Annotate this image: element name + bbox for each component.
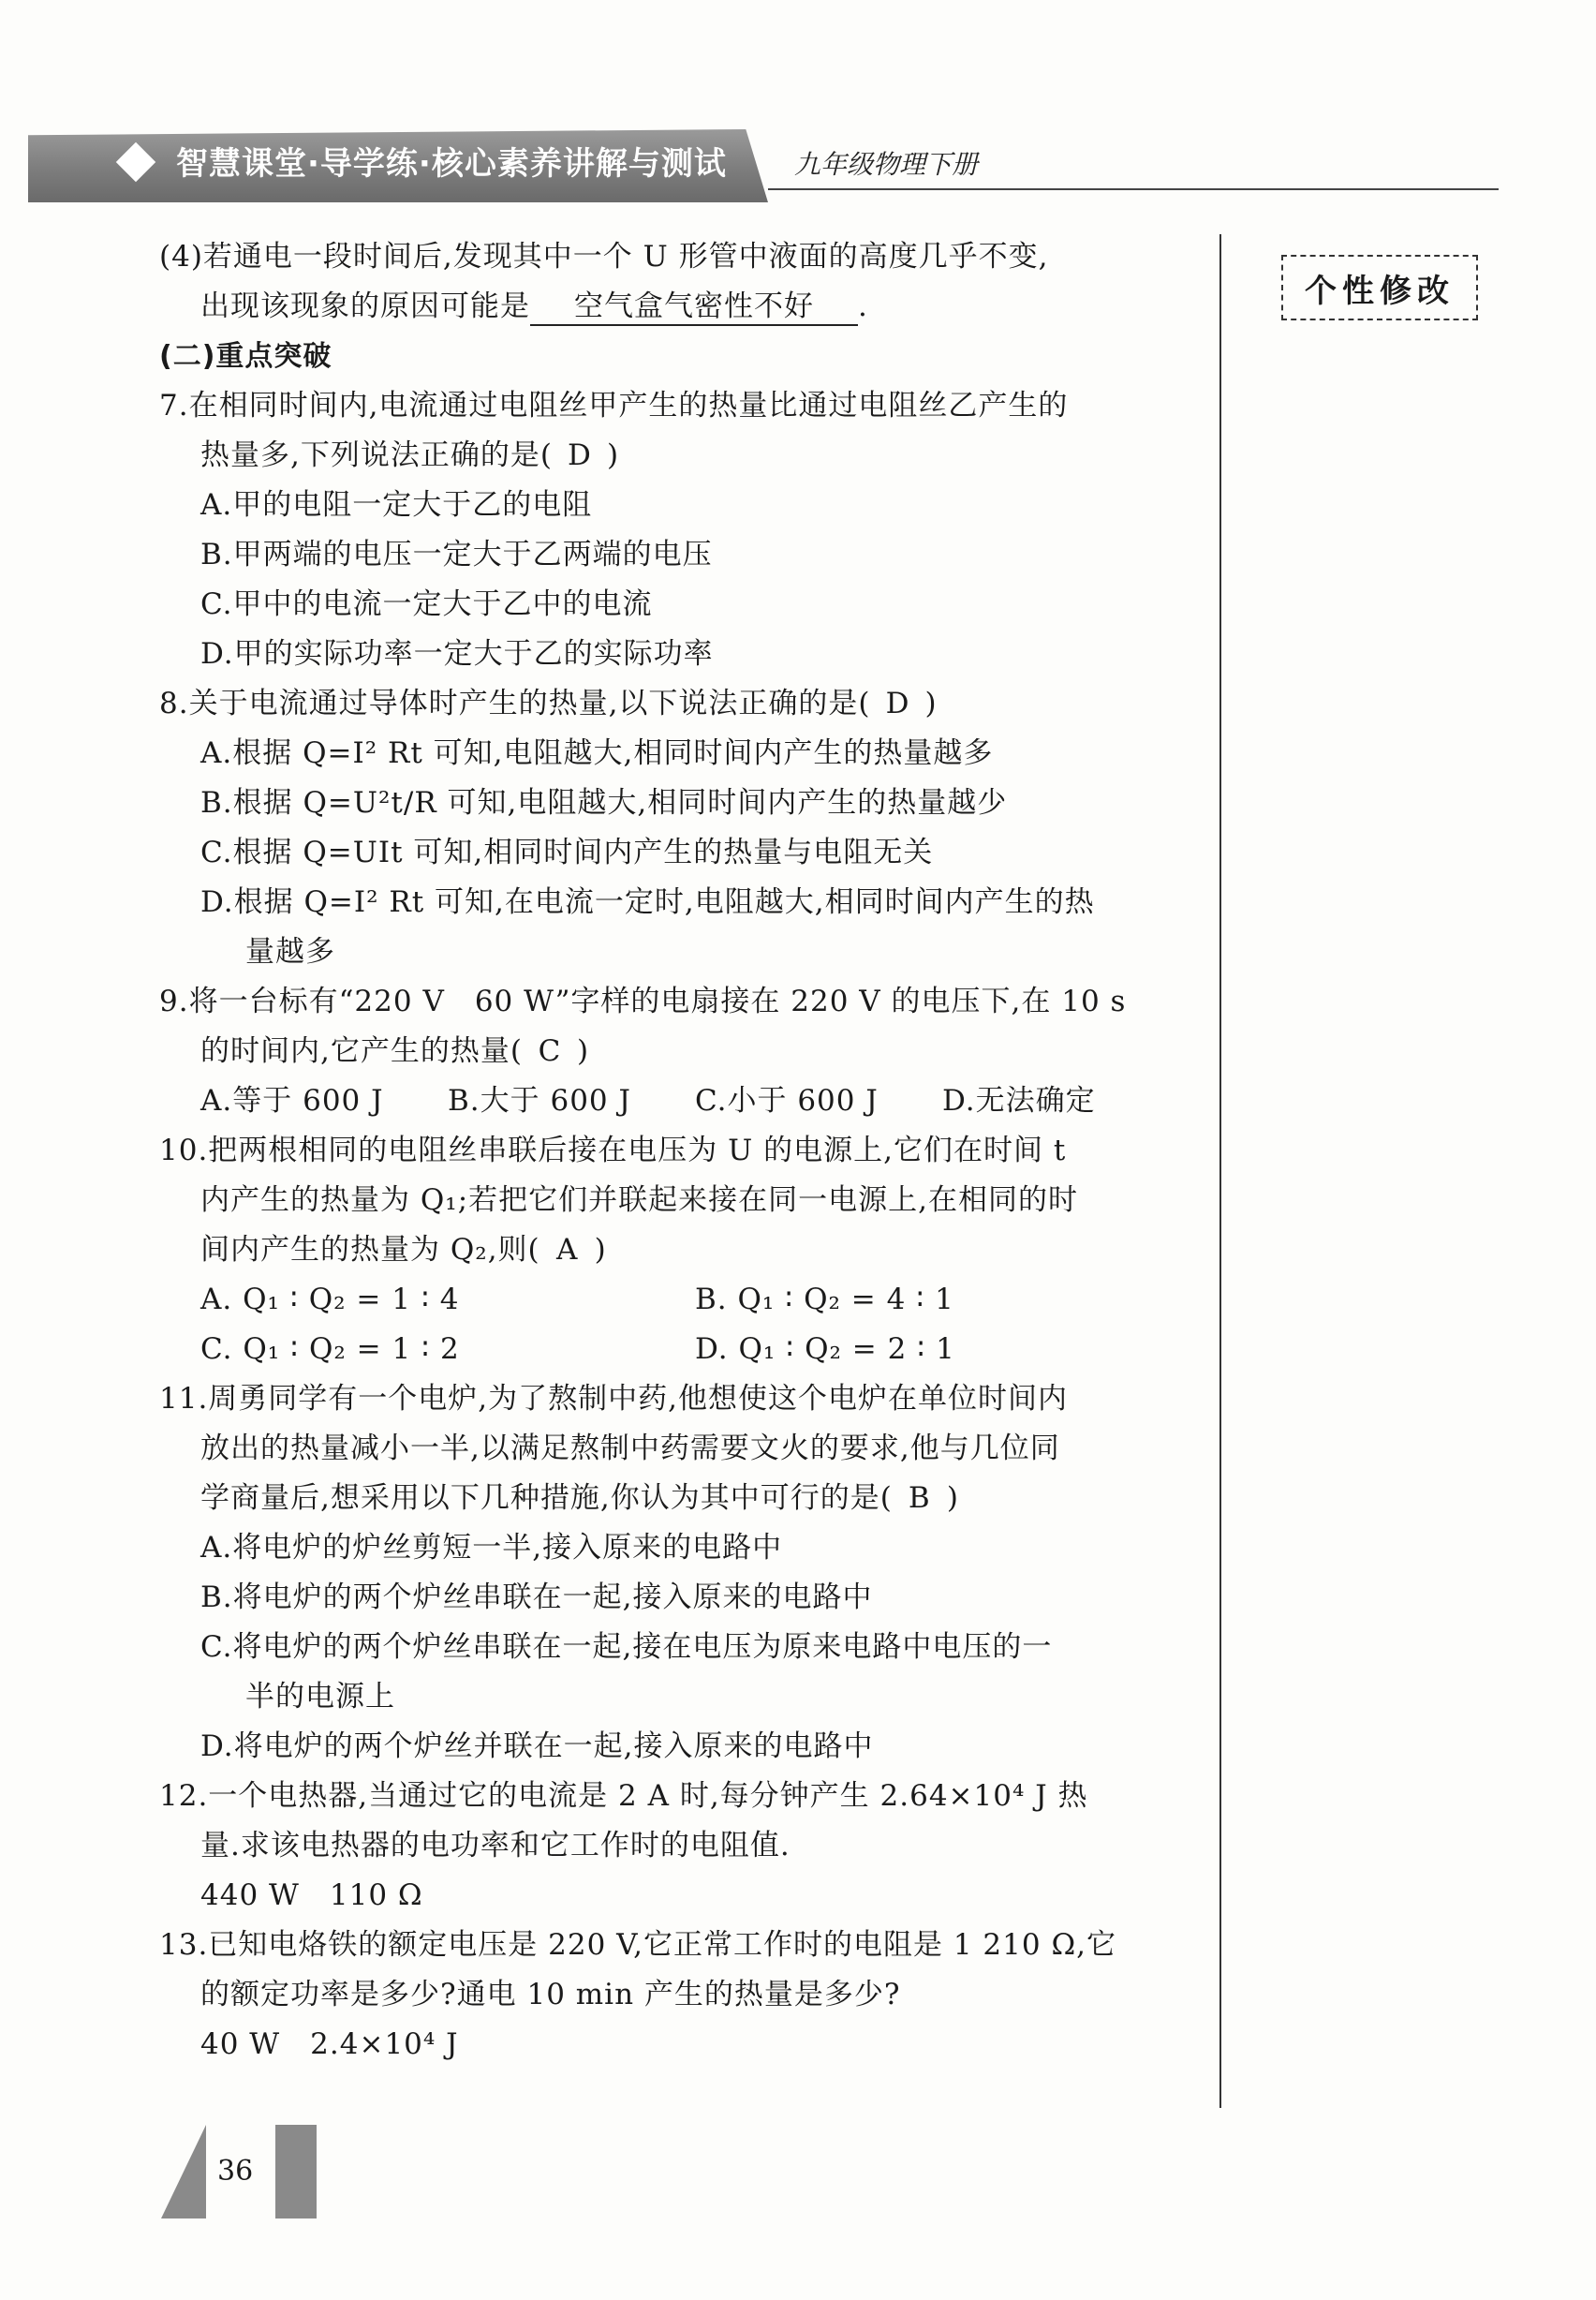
- q7-line-1: 7.在相同时间内,电流通过电阻丝甲产生的热量比通过电阻丝乙产生的: [159, 389, 1069, 423]
- notes-box-label: 个性修改: [1305, 272, 1455, 310]
- q8-option-d-cont: 量越多: [245, 935, 335, 969]
- q11-line-2: 放出的热量减小一半,以满足熬制中药需要文火的要求,他与几位同: [200, 1432, 1060, 1465]
- q7-option-a: A.甲的电阻一定大于乙的电阻: [200, 488, 593, 522]
- q11-line-3: 学商量后,想采用以下几种措施,你认为其中可行的是( B ): [159, 1474, 1190, 1523]
- q8-option-d: D.根据 Q=I² Rt 可知,在电流一定时,电阻越大,相同时间内产生的热: [200, 885, 1095, 919]
- q11-option-c: C.将电炉的两个炉丝串联在一起,接在电压为原来电路中电压的一: [200, 1630, 1053, 1664]
- notes-box: [1281, 255, 1478, 320]
- q7-answer: D: [568, 438, 592, 472]
- q11-option-d: D.将电炉的两个炉丝并联在一起,接入原来的电路中: [200, 1729, 874, 1763]
- grade-label: 九年级物理下册: [794, 149, 979, 180]
- q9-option-d: D.无法确定: [942, 1084, 1096, 1118]
- q8-option-a: A.根据 Q=I² Rt 可知,电阻越大,相同时间内产生的热量越多: [200, 736, 994, 770]
- section-title: (二)重点突破: [159, 340, 332, 373]
- q13-line-1: 13.已知电烙铁的额定电压是 220 V,它正常工作时的电阻是 1 210 Ω,它: [159, 1928, 1117, 1962]
- q4-answer: 空气盒气密性不好: [530, 289, 858, 326]
- q9-line-2: 的时间内,它产生的热量( C ): [159, 1027, 1190, 1076]
- q10-option-a: A. Q₁ ∶ Q₂ = 1 ∶ 4: [200, 1283, 460, 1316]
- q13-answer: 40 W 2.4×10⁴ J: [200, 2027, 459, 2061]
- page-corner-block: [275, 2125, 317, 2218]
- q9-option-c: C.小于 600 J: [695, 1084, 879, 1118]
- q9-line-1: 9.将一台标有“220 V 60 W”字样的电扇接在 220 V 的电压下,在 10 s: [159, 985, 1127, 1018]
- margin-divider: [1219, 234, 1221, 2108]
- q4-line-2: 出现该现象的原因可能是 空气盒气密性不好 .: [159, 282, 1190, 332]
- header-divider: [768, 188, 1499, 190]
- q12-answer: 440 W 110 Ω: [200, 1878, 423, 1912]
- q13-line-2: 的额定功率是多少?通电 10 min 产生的热量是多少?: [200, 1978, 901, 2011]
- q10-options-row-2: [159, 1325, 1190, 1374]
- q11-answer: B: [908, 1481, 931, 1515]
- q9-option-a: A.等于 600 J: [200, 1084, 384, 1118]
- q11-option-c-cont: 半的电源上: [245, 1680, 395, 1714]
- question-content: [159, 232, 1190, 2070]
- q8-line-1: 8.关于电流通过导体时产生的热量,以下说法正确的是( D ): [159, 679, 1190, 729]
- q4-line-1: (4)若通电一段时间后,发现其中一个 U 形管中液面的高度几乎不变,: [159, 240, 1049, 274]
- q10-line-3: 间内产生的热量为 Q₂,则( A ): [159, 1225, 1190, 1275]
- q12-line-1: 12.一个电热器,当通过它的电流是 2 A 时,每分钟产生 2.64×10⁴ J 热: [159, 1779, 1088, 1813]
- page-number: 36: [217, 2155, 254, 2188]
- q7-option-d: D.甲的实际功率一定大于乙的实际功率: [200, 637, 714, 671]
- q8-option-c: C.根据 Q=UIt 可知,相同时间内产生的热量与电阻无关: [200, 836, 934, 869]
- q8-option-b: B.根据 Q=U²t/R 可知,电阻越大,相同时间内产生的热量越少: [200, 786, 1008, 820]
- q10-options-row-1: [159, 1275, 1190, 1325]
- q9-option-b: B.大于 600 J: [448, 1084, 631, 1118]
- q11-option-b: B.将电炉的两个炉丝串联在一起,接入原来的电路中: [200, 1580, 873, 1614]
- q9-answer: C: [538, 1034, 562, 1068]
- series-title: 智慧课堂·导学练·核心素养讲解与测试: [176, 145, 727, 183]
- q7-option-c: C.甲中的电流一定大于乙中的电流: [200, 587, 653, 621]
- page-corner-triangle: [161, 2125, 206, 2218]
- q9-options: [159, 1076, 1190, 1126]
- q8-answer: D: [885, 687, 910, 720]
- q7-line-2: 热量多,下列说法正确的是( D ): [159, 431, 1190, 481]
- q11-line-1: 11.周勇同学有一个电炉,为了熬制中药,他想使这个电炉在单位时间内: [159, 1382, 1069, 1416]
- q10-line-2: 内产生的热量为 Q₁;若把它们并联起来接在同一电源上,在相同的时: [200, 1183, 1078, 1217]
- q10-line-1: 10.把两根相同的电阻丝串联后接在电压为 U 的电源上,它们在时间 t: [159, 1134, 1067, 1167]
- q12-line-2: 量.求该电热器的电功率和它工作时的电阻值.: [200, 1829, 791, 1862]
- q7-option-b: B.甲两端的电压一定大于乙两端的电压: [200, 538, 713, 571]
- q10-answer: A: [555, 1233, 579, 1267]
- q10-option-c: C. Q₁ ∶ Q₂ = 1 ∶ 2: [200, 1332, 460, 1366]
- q10-option-d: D. Q₁ ∶ Q₂ = 2 ∶ 1: [695, 1332, 955, 1366]
- q11-option-a: A.将电炉的炉丝剪短一半,接入原来的电路中: [200, 1531, 783, 1565]
- q10-option-b: B. Q₁ ∶ Q₂ = 4 ∶ 1: [695, 1283, 954, 1316]
